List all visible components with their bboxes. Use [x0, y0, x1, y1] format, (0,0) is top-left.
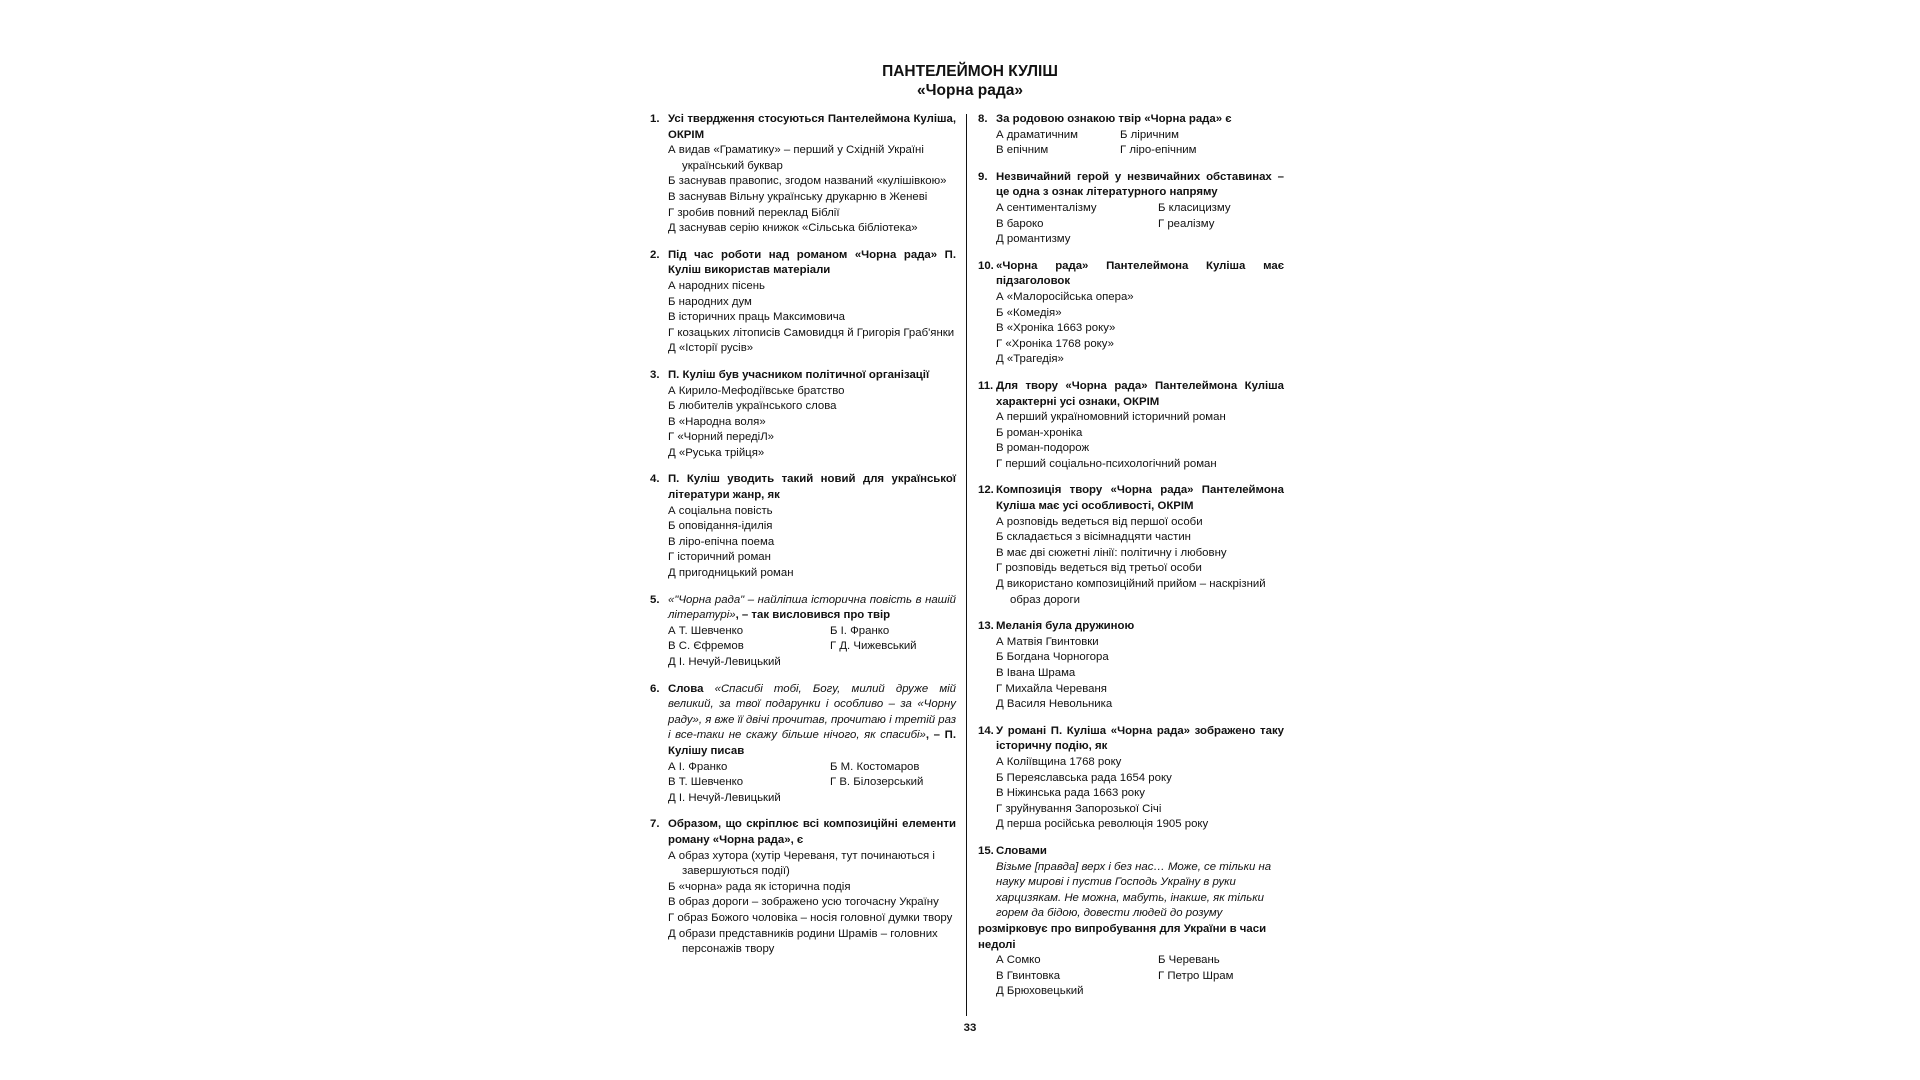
- question-number: 5.: [650, 593, 660, 606]
- answer-option[interactable]: В Гвинтовка: [996, 969, 1061, 982]
- answer-option[interactable]: Д використано композиційний прийом – наскрізний образ дороги: [996, 578, 1266, 606]
- answer-option[interactable]: В має дві сюжетні лінії: політичну і любовну: [996, 546, 1227, 559]
- question-item: [650, 593, 956, 671]
- answer-option-row: [996, 128, 1284, 144]
- answer-option[interactable]: Г перший соціально-психологічний роман: [996, 457, 1217, 470]
- answer-option-row: [668, 775, 956, 791]
- answer-option[interactable]: В бароко: [996, 217, 1044, 230]
- question-number: 9.: [978, 170, 988, 183]
- question-item: [650, 368, 956, 462]
- answer-option[interactable]: Б Переяславська рада 1654 року: [996, 771, 1172, 784]
- answer-option[interactable]: Д Брюховецький: [996, 985, 1084, 998]
- answer-option[interactable]: Б складається з вісімнадцяти частин: [996, 531, 1191, 544]
- question-text: [996, 724, 1284, 755]
- question-number: 8.: [978, 113, 988, 125]
- page-subtitle: «Чорна рада»: [917, 82, 1023, 99]
- question-quote: «"Чорна рада" – найліпша історична повість в нашій літературі»: [668, 593, 956, 622]
- answer-option[interactable]: В «Хроніка 1663 року»: [996, 322, 1116, 335]
- question-text: [668, 682, 956, 760]
- answer-options: [978, 410, 1284, 472]
- question-text-main: П. Куліш був учасником політичної організації: [668, 368, 930, 381]
- question-quote: «Спасибі тобі, Богу, милий друже мій великий, за твої подарунки і особливо – за «Чорну раду», я вже її двічі прочитав, прочитаю і третій раз і все-таки не скажу більше нічого, як спасибі»: [668, 682, 956, 742]
- question-text: [996, 379, 1284, 410]
- answer-option[interactable]: Б М. Костомаров: [830, 760, 920, 773]
- answer-option-row: [996, 969, 1284, 985]
- question-number: 13.: [978, 620, 994, 633]
- question-stem: [650, 682, 956, 760]
- question-text-main: Меланія була дружиною: [996, 620, 1135, 633]
- question-text-main: П. Куліш уводить такий новий для української літератури жанр, як: [668, 473, 956, 502]
- question-stem: [978, 724, 1284, 755]
- answer-options: [978, 128, 1284, 159]
- question-text-lead: Слова: [668, 682, 715, 695]
- answer-option[interactable]: Д «Трагедія»: [996, 353, 1064, 366]
- answer-option[interactable]: Б «чорна» рада як історична подія: [668, 880, 851, 893]
- question-item: [650, 112, 956, 237]
- answer-option[interactable]: Д І. Нечуй-Левицький: [668, 791, 781, 804]
- question-number: 14.: [978, 724, 994, 737]
- question-stem: [650, 593, 956, 624]
- question-stem: [978, 379, 1284, 410]
- answer-option[interactable]: Г зруйнування Запорозької Січі: [996, 802, 1162, 815]
- answer-option[interactable]: Д Василя Невольника: [996, 698, 1113, 711]
- question-text-main: Композиція твору «Чорна рада» Пантелеймона Куліша має усі особливості, ОКРІМ: [996, 484, 1284, 513]
- answer-option[interactable]: А Коліївщина 1768 року: [996, 755, 1122, 768]
- question-item: [978, 483, 1284, 608]
- question-text-main: Образом, що скріплює всі композиційні елементи роману «Чорна рада», є: [668, 818, 956, 846]
- answer-option[interactable]: А Матвія Гвинтовки: [996, 635, 1099, 648]
- question-text-main: У романі П. Куліша «Чорна рада» зображено таку історичну подію, як: [996, 724, 1284, 753]
- question-number: 7.: [650, 818, 660, 831]
- question-text-main: «Чорна рада» Пантелеймона Куліша має підзаголовок: [996, 259, 1284, 288]
- answer-option[interactable]: В епічним: [996, 144, 1049, 157]
- question-stem: [650, 472, 956, 503]
- answer-option[interactable]: А «Малоросійська опера»: [996, 290, 1134, 303]
- answer-option[interactable]: Г козацьких літописів Самовидця й Григорія Граб'янки: [668, 326, 955, 339]
- question-number: 1.: [650, 113, 660, 125]
- answer-option[interactable]: А драматичним: [996, 128, 1078, 141]
- question-number: 11.: [978, 379, 994, 392]
- question-number: 2.: [650, 248, 660, 261]
- answer-option[interactable]: Г зробив повний переклад Біблії: [668, 206, 840, 219]
- question-number: 6.: [650, 682, 660, 695]
- answer-option[interactable]: Г реалізму: [1158, 217, 1215, 230]
- answer-option[interactable]: Г В. Білозерський: [830, 776, 924, 789]
- question-item: [978, 379, 1284, 473]
- answer-options: [650, 143, 956, 237]
- question-text: [668, 368, 956, 384]
- answer-option[interactable]: Б Богдана Чорногора: [996, 651, 1109, 664]
- answer-option[interactable]: Г розповідь ведеться від третьої особи: [996, 562, 1202, 575]
- question-text-tail: , – так висловився про твір: [735, 609, 891, 622]
- answer-options: [650, 384, 956, 462]
- answer-option[interactable]: А Т. Шевченко: [668, 624, 744, 637]
- answer-option[interactable]: Г Михайла Череваня: [996, 682, 1107, 695]
- question-text: [996, 170, 1284, 201]
- question-item: [650, 817, 956, 957]
- answer-option-row: [996, 217, 1284, 233]
- answer-option-row: [668, 760, 956, 776]
- question-stem: [978, 619, 1284, 635]
- answer-option[interactable]: Б Черевань: [1158, 954, 1220, 967]
- question-text: [668, 112, 956, 143]
- answer-option[interactable]: А перший україномовний історичний роман: [996, 411, 1226, 424]
- answer-option[interactable]: В Івана Шрама: [996, 667, 1076, 679]
- answer-option[interactable]: В образ дороги – зображено усю тогочасну Україну: [668, 896, 939, 909]
- answer-option[interactable]: В С. Єфремов: [668, 640, 744, 653]
- answer-option[interactable]: А соціальна повість: [668, 504, 773, 517]
- answer-options: [978, 953, 1284, 1000]
- question-text: [996, 844, 1284, 860]
- question-text-main: Словами: [996, 844, 1047, 857]
- question-text-main: Для твору «Чорна рада» Пантелеймона Куліша характерні усі ознаки, ОКРІМ: [996, 379, 1284, 408]
- answer-option[interactable]: В заснував Вільну українську друкарню в Женеві: [668, 190, 928, 203]
- question-text-main: Під час роботи над романом «Чорна рада» П. Куліш використав матеріали: [668, 248, 956, 277]
- page-title: ПАНТЕЛЕЙМОН КУЛІШ: [882, 63, 1058, 80]
- question-columns: [650, 112, 1290, 1011]
- question-stem: [978, 483, 1284, 514]
- answer-options: [978, 201, 1284, 248]
- answer-option[interactable]: Б любителів українського слова: [668, 400, 837, 413]
- question-text: [996, 112, 1284, 128]
- question-number: 4.: [650, 473, 660, 486]
- question-stem: [650, 112, 956, 143]
- answer-option[interactable]: В роман-подорож: [996, 442, 1090, 455]
- question-item: [978, 619, 1284, 713]
- question-number: 15.: [978, 844, 994, 857]
- answer-option[interactable]: Д перша російська революція 1905 року: [996, 818, 1209, 831]
- answer-option[interactable]: В ліро-епічна поема: [668, 535, 775, 548]
- left-column: [650, 112, 966, 1011]
- question-stem: [650, 368, 956, 384]
- question-item: [978, 112, 1284, 159]
- answer-option[interactable]: В «Народна воля»: [668, 415, 766, 428]
- answer-option[interactable]: А образ хутора (хутір Череваня, тут починаються і завершуються події): [668, 849, 935, 878]
- right-column: [966, 112, 1284, 1011]
- answer-option[interactable]: Г Петро Шрам: [1158, 969, 1234, 982]
- answer-option[interactable]: Г ліро-епічним: [1120, 144, 1197, 157]
- answer-option[interactable]: Д пригодницький роман: [668, 567, 794, 580]
- question-item: [978, 259, 1284, 368]
- answer-option[interactable]: Г історичний роман: [668, 551, 771, 564]
- question-text-main: Усі твердження стосуються Пантелеймона Куліша, ОКРІМ: [668, 113, 956, 141]
- answer-option[interactable]: Б «Комедія»: [996, 306, 1062, 319]
- question-item: [650, 682, 956, 807]
- answer-option[interactable]: А сентименталізму: [996, 201, 1097, 214]
- answer-options: [650, 849, 956, 958]
- answer-option-row: [668, 639, 956, 655]
- answer-option-row: [996, 201, 1284, 217]
- answer-option[interactable]: Б класицизму: [1158, 201, 1231, 214]
- question-item: [650, 472, 956, 581]
- answer-option[interactable]: Г образ Божого чоловіка – носія головної думки твору: [668, 911, 953, 924]
- answer-option-row: [996, 143, 1284, 159]
- question-stem: [650, 817, 956, 848]
- answer-options: [978, 290, 1284, 368]
- answer-option[interactable]: Б оповідання-ідилія: [668, 520, 773, 533]
- question-text-main: За родовою ознакою твір «Чорна рада» є: [996, 113, 1232, 125]
- answer-option[interactable]: Б І. Франко: [830, 624, 890, 637]
- question-text-tail: , – П. Кулішу писав: [668, 729, 956, 757]
- answer-option[interactable]: Б ліричним: [1120, 128, 1179, 141]
- answer-option[interactable]: А Кирило-Мефодіївське братство: [668, 384, 845, 397]
- answer-option[interactable]: А І. Франко: [668, 760, 728, 773]
- answer-options: [978, 635, 1284, 713]
- question-text: [668, 248, 956, 279]
- answer-options: [650, 760, 956, 807]
- page-number: 33: [963, 1022, 977, 1034]
- question-item: [978, 724, 1284, 833]
- answer-option[interactable]: В Т. Шевченко: [668, 776, 744, 789]
- answer-option[interactable]: Д І. Нечуй-Левицький: [668, 656, 781, 668]
- answer-options: [978, 515, 1284, 609]
- answer-option[interactable]: Б народних дум: [668, 295, 752, 308]
- question-text: [668, 817, 956, 848]
- question-item: [978, 170, 1284, 248]
- answer-option[interactable]: А народних пісень: [668, 279, 765, 292]
- answer-option[interactable]: Г «Хроніка 1768 року»: [996, 337, 1114, 350]
- question-number: 10.: [978, 259, 994, 272]
- answer-options: [650, 504, 956, 582]
- answer-option[interactable]: Б роман-хроніка: [996, 426, 1083, 439]
- question-text: [668, 472, 956, 503]
- question-stem: [978, 170, 1284, 201]
- question-stem: [978, 112, 1284, 128]
- answer-options: [978, 755, 1284, 833]
- column-divider: [966, 114, 967, 1016]
- question-text: [996, 483, 1284, 514]
- answer-option[interactable]: Г Д. Чижевський: [830, 640, 917, 653]
- answer-options: [650, 624, 956, 671]
- question-stem: [650, 248, 956, 279]
- answer-option-row: [996, 953, 1284, 969]
- question-stem: [978, 259, 1284, 290]
- answer-option[interactable]: А розповідь ведеться від першої особи: [996, 515, 1203, 528]
- answer-option[interactable]: В історичних праць Максимовича: [668, 311, 845, 324]
- answer-option[interactable]: Д «Історії русів»: [668, 342, 754, 355]
- answer-option[interactable]: Г «Чорний передіЛ»: [668, 431, 775, 444]
- answer-option[interactable]: Б заснував правопис, згодом названий «кулішівкою»: [668, 175, 947, 188]
- answer-option[interactable]: Д заснував серію книжок «Сільська бібліотека»: [668, 222, 918, 235]
- question-number: 3.: [650, 368, 660, 381]
- answer-option[interactable]: Д образи представників родини Шрамів – головних персонажів твору: [668, 927, 938, 956]
- question-item: [978, 844, 1284, 1000]
- question-text: [996, 259, 1284, 290]
- answer-option[interactable]: В Ніжинська рада 1663 року: [996, 787, 1145, 800]
- quote-text: Візьме [правда] верх і без нас… Може, се тільки на науку мирові і пустив Господь Україну в руки харцизякам. Не можна, мабуть, інакше, як тільки горем да бідою, довести людей до розуму: [996, 860, 1272, 920]
- answer-options: [650, 279, 956, 357]
- answer-option[interactable]: А Сомко: [996, 954, 1041, 967]
- question-stem: [978, 844, 1284, 860]
- answer-option[interactable]: Д романтизму: [996, 233, 1071, 246]
- answer-option[interactable]: Д «Руська трійця»: [668, 446, 765, 459]
- question-text: [996, 619, 1284, 635]
- question-item: [650, 248, 956, 357]
- question-text: [668, 593, 956, 624]
- question-number: 12.: [978, 484, 994, 497]
- answer-option[interactable]: А видав «Граматику» – перший у Східній Україні український буквар: [668, 144, 924, 172]
- question-text-tail: розмірковує про випробування для України в часи недолі: [978, 922, 1267, 951]
- document-page: [650, 62, 1290, 1042]
- answer-option-row: [668, 624, 956, 640]
- question-text-main: Незвичайний герой у незвичайних обставинах – це одна з ознак літературного напряму: [996, 170, 1284, 199]
